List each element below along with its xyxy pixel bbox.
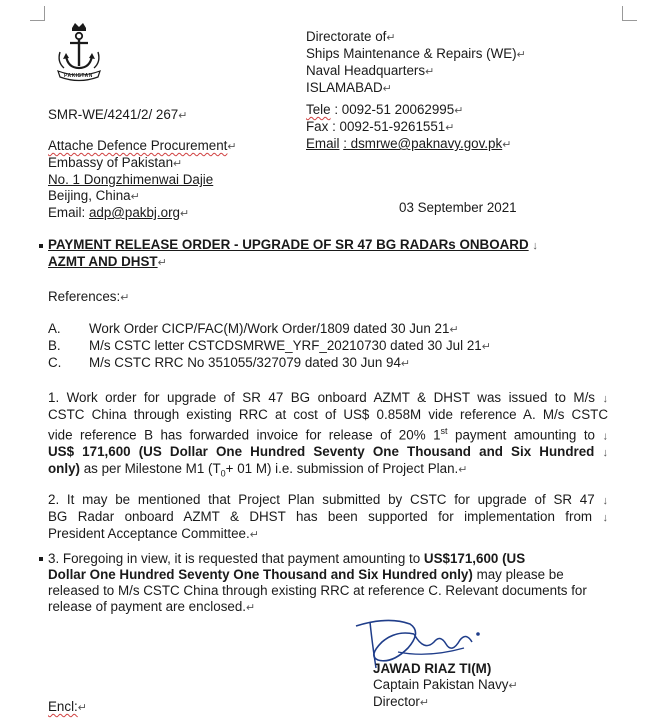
telephone: Tele : 0092-51 20062995↵ [306,102,464,117]
address-line: Naval Headquarters↵ [306,63,435,78]
recipient-line: Embassy of Pakistan↵ [48,155,183,170]
address-line: Ships Maintenance & Repairs (WE)↵ [306,46,526,61]
signatory-rank: Captain Pakistan Navy↵ [373,677,518,692]
paragraph-line: release of payment are enclosed.↵ [48,599,256,614]
reference-item: C. [48,355,62,370]
contact-block [306,102,511,153]
sender-address [306,29,526,97]
paragraph-line: BG Radar onboard AZMT & DHST has been supported for implementation from ↓ [48,509,608,524]
signatory-title: Director↵ [373,694,430,709]
signature-block [373,661,518,711]
paragraph-line: 2. It may be mentioned that Project Plan submitted by CSTC for upgrade of SR 47 ↓ [48,492,608,507]
subject-line: AZMT AND DHST↵ [48,254,167,269]
fax: Fax : 0092-51-9261551↵ [306,119,455,134]
paragraph-3 [48,551,621,616]
signatory-name: JAWAD RIAZ TI(M) [373,661,492,676]
recipient-email: Email: adp@pakbj.org↵ [48,205,190,220]
paragraph-line: US$ 171,600 (US Dollar One Hundred Seventy One Thousand and Six Hundred ↓ [48,444,608,460]
paragraph-line: only) as per Milestone M1 ($T_0+ 01$ M) i.e. submission of Project Plan.↵ [48,461,468,480]
paragraph-line: Dollar One Hundred Seventy One Thousand and Six Hundred only) may please be [48,567,564,582]
paragraph-line: 3. Foregoing in view, it is requested that payment amounting to US$171,600 (US [48,551,526,566]
enclosures-label: Encl:↵ [48,699,87,714]
reference-item-text: M/s CSTC letter CSTCDSMRWE_YRF_20210730 dated 30 Jul 21↵ [89,338,491,353]
paragraph-bullet [39,557,43,561]
recipient-line: No. 1 Dongzhimenwai Dajie [48,172,214,187]
sender-email: Email : dsmrwe@paknavy.gov.pk↵ [306,136,512,151]
subject-line: PAYMENT RELEASE ORDER - UPGRADE OF SR 47 BG RADARs ONBOARD ↓ [48,237,538,252]
reference-number: SMR-WE/4241/2/ 267↵ [48,107,188,122]
recipient-line: Attache Defence Procurement↵ [48,138,237,153]
references-heading: References:↵ [48,289,130,304]
crop-mark-top-right [622,6,637,21]
recipient-email-link[interactable]: adp@pakbj.org [88,205,180,220]
paragraph-line: released to M/s CSTC China through existing RRC at reference C. Relevant documents for [48,583,587,598]
paragraph-line: President Acceptance Committee.↵ [48,526,259,541]
paragraph-line: 1. Work order for upgrade of SR 47 BG onboard AZMT & DHST was issued to M/s ↓ [48,390,608,405]
reference-item-text: M/s CSTC RRC No 351055/327079 dated 30 Jun 94↵ [89,355,411,370]
crop-mark-top-left [30,6,45,21]
paragraph-bullet [39,244,43,248]
reference-item-text: Work Order CICP/FAC(M)/Work Order/1809 dated 30 Jun 21↵ [89,321,459,336]
paragraph-line: CSTC China through existing RRC at cost of US$ 0.858M vide reference A. M/s CSTC [48,407,608,422]
recipient-address [48,138,237,222]
paragraph-line: vide reference B has forwarded invoice for release of 20% 1st payment amounting to ↓ [48,426,608,443]
reference-item: A. [48,321,61,336]
paragraph-2 [48,492,608,543]
crest-label: PAKISTAN [64,73,93,79]
letter-date: 03 September 2021 [399,200,517,215]
recipient-line: Beijing, China↵ [48,188,140,203]
address-line: Directorate of↵ [306,29,396,44]
navy-crest [54,22,104,88]
subject [48,237,538,271]
address-line: ISLAMABAD↵ [306,80,392,95]
paragraph-1 [48,390,608,482]
reference-item: B. [48,338,61,353]
